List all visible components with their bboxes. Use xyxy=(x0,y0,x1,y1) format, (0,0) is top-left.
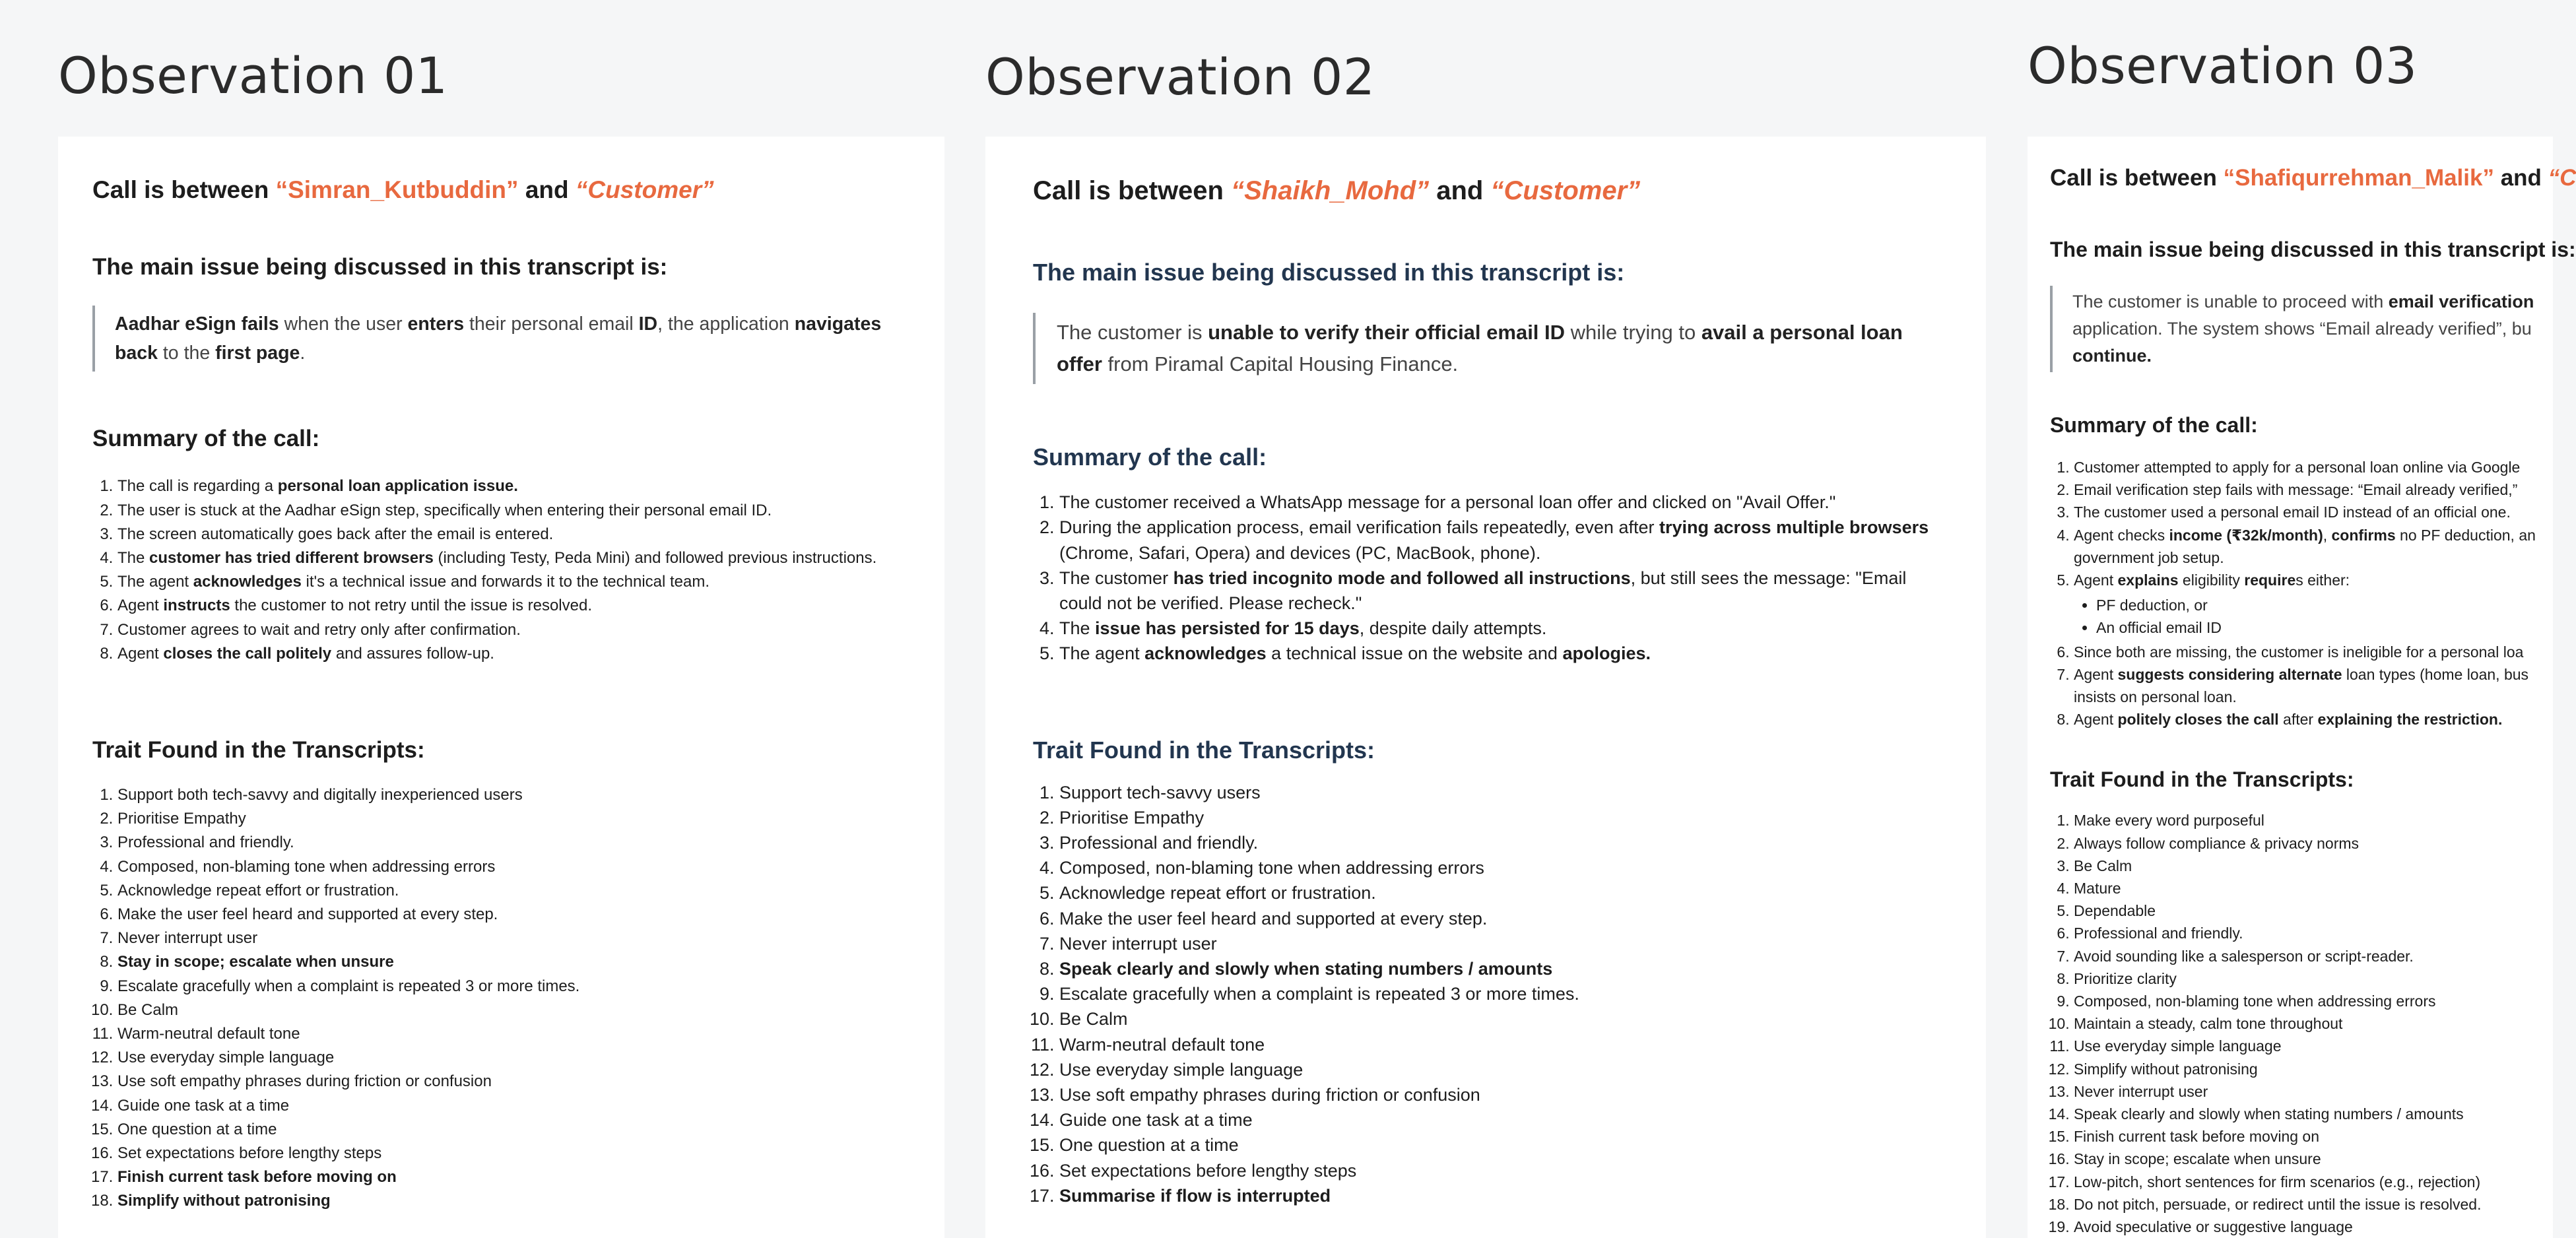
trait-item: 3. Professional and friendly. xyxy=(117,831,910,855)
trait-item: 15. One question at a time xyxy=(1059,1132,1938,1157)
summary-item: 8. Agent closes the call politely and assures follow-up. xyxy=(117,642,910,666)
trait-item: 4. Mature xyxy=(2074,877,2553,899)
trait-item: 19. Avoid speculative or suggestive language xyxy=(2074,1216,2553,1238)
agent-name: “Shaikh_Mohd” xyxy=(1231,176,1430,205)
trait-item: 9. Escalate gracefully when a complaint is repeated 3 or more times. xyxy=(117,975,910,998)
summary-item: 1. The call is regarding a personal loan application issue. xyxy=(117,474,910,498)
trait-item: 2. Prioritise Empathy xyxy=(117,807,910,831)
issue-heading: The main issue being discussed in this transcript is: xyxy=(92,254,668,280)
trait-item: 18. Do not pitch, persuade, or redirect until the issue is resolved. xyxy=(2074,1193,2553,1216)
trait-item: 4. Composed, non-blaming tone when addressing errors xyxy=(1059,855,1938,880)
sub-list-item: • PF deduction, or xyxy=(2096,594,2553,616)
observation-title: Observation 03 xyxy=(2028,36,2418,95)
trait-item: 14. Guide one task at a time xyxy=(117,1094,910,1118)
summary-item: 2. The user is stuck at the Aadhar eSign step, specifically when entering their personal email ID. xyxy=(117,499,910,523)
trait-item: 1. Support both tech-savvy and digitally inexperienced users xyxy=(117,783,910,807)
issue-heading: The main issue being discussed in this transcript is: xyxy=(1033,259,1625,286)
trait-item: 15. Finish current task before moving on xyxy=(2074,1125,2553,1148)
summary-item: 3. The customer has tried incognito mode and followed all instructions, but still sees the message: "Email could not be verified. Please recheck." xyxy=(1059,566,1938,616)
trait-item: 9. Composed, non-blaming tone when addressing errors xyxy=(2074,990,2553,1012)
trait-item: 11. Use everyday simple language xyxy=(2074,1035,2553,1057)
trait-item: 2. Prioritise Empathy xyxy=(1059,805,1938,830)
trait-item: 6. Professional and friendly. xyxy=(2074,922,2553,944)
trait-item: 17. Finish current task before moving on xyxy=(117,1165,910,1189)
traits-heading: Trait Found in the Transcripts: xyxy=(1033,736,1375,764)
trait-item: 5. Dependable xyxy=(2074,899,2553,922)
issue-quote: The customer is unable to verify their official email ID while trying to avail a personal loan offer from Piramal Capital Housing Finance. xyxy=(1033,313,1938,384)
sub-list-item: • An official email ID xyxy=(2096,616,2553,639)
issue-quote: The customer is unable to proceed with email verification application. The system shows “Email already verified”, bu continue. xyxy=(2050,286,2553,372)
observation-card xyxy=(985,137,1986,1238)
summary-list xyxy=(92,474,910,666)
summary-item: 3. The customer used a personal email ID instead of an official one. xyxy=(2074,501,2553,523)
trait-item: 7. Never interrupt user xyxy=(1059,931,1938,956)
summary-item: 1. Customer attempted to apply for a personal loan online via Google xyxy=(2074,456,2553,478)
call-participants: Call is between “Shafiqurrehman_Malik” and “C xyxy=(2050,165,2576,191)
summary-item: 4. The customer has tried different browsers (including Testy, Peda Mini) and followed previous instructions. xyxy=(117,546,910,570)
trait-item: 3. Professional and friendly. xyxy=(1059,830,1938,855)
trait-item: 1. Support tech-savvy users xyxy=(1059,780,1938,805)
observation-card xyxy=(2028,137,2576,1238)
trait-item: 2. Always follow compliance & privacy norms xyxy=(2074,832,2553,855)
trait-item: 12. Use everyday simple language xyxy=(117,1046,910,1070)
trait-item: 17. Low-pitch, short sentences for firm scenarios (e.g., rejection) xyxy=(2074,1171,2553,1193)
trait-item: 8. Speak clearly and slowly when stating numbers / amounts xyxy=(1059,956,1938,981)
trait-item: 16. Set expectations before lengthy steps xyxy=(117,1142,910,1165)
traits-heading: Trait Found in the Transcripts: xyxy=(2050,767,2354,792)
trait-item: 12. Use everyday simple language xyxy=(1059,1057,1938,1082)
summary-item: 6. Agent instructs the customer to not retry until the issue is resolved. xyxy=(117,594,910,618)
summary-item: 7. Customer agrees to wait and retry only after confirmation. xyxy=(117,618,910,642)
trait-item: 13. Never interrupt user xyxy=(2074,1080,2553,1103)
trait-item: 4. Composed, non-blaming tone when addressing errors xyxy=(117,855,910,879)
summary-item: 4. The issue has persisted for 15 days, despite daily attempts. xyxy=(1059,616,1938,641)
trait-item: 10. Be Calm xyxy=(1059,1006,1938,1031)
trait-item: 13. Use soft empathy phrases during friction or confusion xyxy=(117,1070,910,1093)
summary-heading: Summary of the call: xyxy=(2050,413,2258,437)
trait-item: 5. Acknowledge repeat effort or frustration. xyxy=(1059,880,1938,905)
traits-heading: Trait Found in the Transcripts: xyxy=(92,736,425,763)
trait-item: 13. Use soft empathy phrases during friction or confusion xyxy=(1059,1082,1938,1107)
observation-card xyxy=(58,137,944,1238)
issue-heading: The main issue being discussed in this transcript is: xyxy=(2050,238,2576,261)
trait-item: 7. Never interrupt user xyxy=(117,927,910,950)
call-participants: Call is between “Shaikh_Mohd” and “Customer” xyxy=(1033,176,1641,205)
trait-item: 11. Warm-neutral default tone xyxy=(1059,1032,1938,1057)
customer-name: “C xyxy=(2548,165,2576,191)
summary-list xyxy=(1033,490,1938,666)
summary-item: 4. Agent checks income (₹32k/month), confirms no PF deduction, an government job setup. xyxy=(2074,524,2553,569)
summary-item: 2. During the application process, email verification fails repeatedly, even after trying across multiple browsers (Chrome, Safari, Opera) and devices (PC, MacBook, phone). xyxy=(1059,515,1938,565)
summary-item: 5. The agent acknowledges it's a technical issue and forwards it to the technical team. xyxy=(117,570,910,594)
customer-name: “Customer” xyxy=(1490,176,1641,205)
observation-title: Observation 01 xyxy=(58,46,448,105)
call-participants: Call is between “Simran_Kutbuddin” and “Customer” xyxy=(92,176,714,203)
traits-list xyxy=(2050,809,2553,1238)
traits-list xyxy=(92,783,910,1214)
summary-item: 3. The screen automatically goes back after the email is entered. xyxy=(117,523,910,546)
customer-name: “Customer” xyxy=(575,176,714,203)
summary-list xyxy=(2050,456,2553,731)
trait-item: 6. Make the user feel heard and supported at every step. xyxy=(117,903,910,927)
trait-item: 7. Avoid sounding like a salesperson or script-reader. xyxy=(2074,945,2553,967)
trait-item: 10. Maintain a steady, calm tone throughout xyxy=(2074,1012,2553,1035)
observation-title: Observation 02 xyxy=(985,48,1375,106)
trait-item: 18. Simplify without patronising xyxy=(117,1189,910,1213)
issue-quote: Aadhar eSign fails when the user enters their personal email ID, the application navigates back to the first page. xyxy=(92,306,910,372)
summary-item: 1. The customer received a WhatsApp message for a personal loan offer and clicked on "Avail Offer." xyxy=(1059,490,1938,515)
trait-item: 3. Be Calm xyxy=(2074,855,2553,877)
sub-list xyxy=(2074,594,2553,639)
summary-item: 2. Email verification step fails with message: “Email already verified,” xyxy=(2074,478,2553,501)
traits-list xyxy=(1033,780,1938,1208)
trait-item: 14. Speak clearly and slowly when stating numbers / amounts xyxy=(2074,1103,2553,1125)
trait-item: 6. Make the user feel heard and supported at every step. xyxy=(1059,906,1938,931)
trait-item: 8. Stay in scope; escalate when unsure xyxy=(117,950,910,974)
summary-heading: Summary of the call: xyxy=(92,426,320,452)
trait-item: 11. Warm-neutral default tone xyxy=(117,1022,910,1046)
summary-item: 5. The agent acknowledges a technical issue on the website and apologies. xyxy=(1059,641,1938,666)
trait-item: 16. Stay in scope; escalate when unsure xyxy=(2074,1148,2553,1170)
trait-item: 12. Simplify without patronising xyxy=(2074,1058,2553,1080)
summary-item: 7. Agent suggests considering alternate loan types (home loan, bus insists on personal loan. xyxy=(2074,663,2553,708)
trait-item: 5. Acknowledge repeat effort or frustration. xyxy=(117,879,910,903)
trait-item: 16. Set expectations before lengthy steps xyxy=(1059,1158,1938,1183)
summary-item: 6. Since both are missing, the customer is ineligible for a personal loa xyxy=(2074,641,2553,663)
trait-item: 1. Make every word purposeful xyxy=(2074,809,2553,831)
summary-heading: Summary of the call: xyxy=(1033,443,1267,471)
trait-item: 10. Be Calm xyxy=(117,998,910,1022)
trait-item: 15. One question at a time xyxy=(117,1118,910,1142)
trait-item: 8. Prioritize clarity xyxy=(2074,967,2553,990)
trait-item: 9. Escalate gracefully when a complaint is repeated 3 or more times. xyxy=(1059,981,1938,1006)
agent-name: “Shafiqurrehman_Malik” xyxy=(2223,165,2494,191)
summary-item: 5. Agent explains eligibility requires either: • PF deduction, or • An official email ID xyxy=(2074,569,2553,639)
trait-item: 17. Summarise if flow is interrupted xyxy=(1059,1183,1938,1208)
summary-item: 8. Agent politely closes the call after explaining the restriction. xyxy=(2074,708,2553,731)
trait-item: 14. Guide one task at a time xyxy=(1059,1107,1938,1132)
agent-name: “Simran_Kutbuddin” xyxy=(275,176,519,203)
